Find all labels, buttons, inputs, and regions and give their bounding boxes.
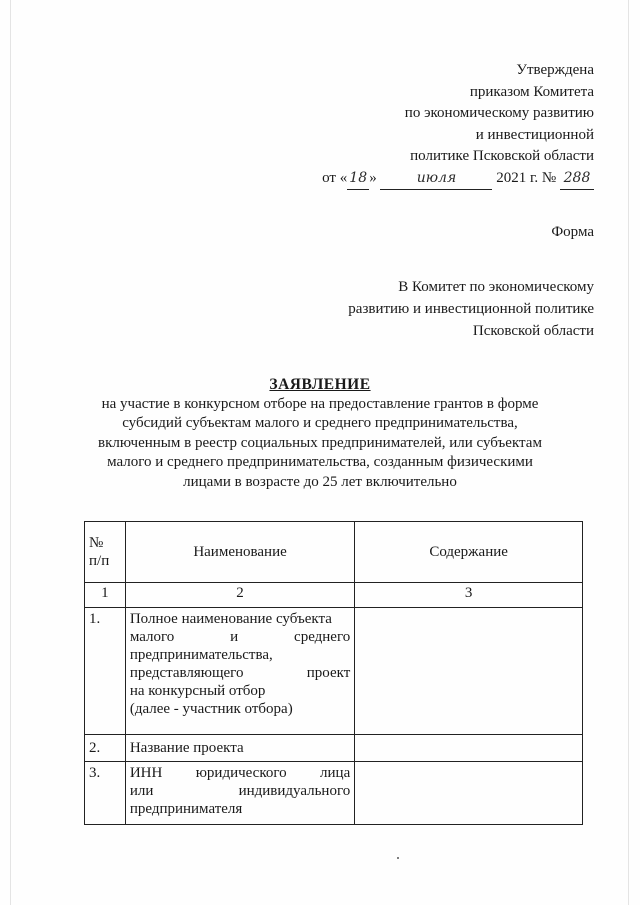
scan-edge-left (10, 0, 11, 905)
addressee-line: Псковской области (472, 323, 594, 339)
date-quote-close: » (369, 169, 377, 186)
row-name-line (130, 664, 350, 682)
word: индивидуального (238, 783, 351, 799)
approval-line: политике Псковской области (410, 148, 594, 164)
table-row (85, 762, 583, 825)
word: или (129, 783, 154, 799)
addressee-line: В Комитет по экономическому (398, 279, 594, 295)
row-name-line: на конкурсный отбор (129, 683, 266, 699)
word: проект (306, 665, 351, 681)
row-name-line: Полное наименование субъекта (129, 611, 332, 627)
addressee-line: развитию и инвестиционной политике (348, 301, 594, 317)
column-number-row (85, 583, 583, 608)
column-number: 3 (355, 583, 583, 608)
row-number: 1. (85, 608, 126, 735)
header-cell-name: Наименование (125, 522, 354, 583)
handwritten-month: июля (380, 168, 492, 191)
row-name (125, 762, 354, 825)
word: представляющего (129, 665, 244, 681)
subtitle-line: малого и среднего предпринимательства, созданным физическими (107, 454, 533, 470)
row-content[interactable] (355, 608, 583, 735)
table-row (85, 608, 583, 735)
row-name: Название проекта (125, 735, 354, 762)
row-name-line: предпринимательства, (129, 647, 273, 663)
row-name-line (130, 764, 350, 782)
approval-line: Утверждена (516, 62, 594, 78)
word: юридического (195, 765, 287, 781)
row-content[interactable] (355, 762, 583, 825)
row-name (125, 608, 354, 735)
row-content[interactable] (355, 735, 583, 762)
row-name-line (130, 782, 350, 800)
approval-date-line (322, 168, 594, 191)
approval-line: и инвестиционной (475, 126, 594, 143)
statement-heading (60, 375, 580, 492)
subtitle-line: лицами в возрасте до 25 лет включительно (183, 473, 457, 490)
document-title: ЗАЯВЛЕНИЕ (269, 376, 371, 393)
word: лица (320, 765, 351, 781)
subtitle-line: включенным в реестр социальных предпринимателей, или субъектам (98, 434, 542, 451)
approval-line: приказом Комитета (469, 83, 594, 100)
row-name-line: предпринимателя (129, 801, 243, 817)
scan-edge-right (628, 0, 629, 905)
header-cell-content: Содержание (355, 522, 583, 583)
word: ИНН (129, 765, 163, 781)
row-name-line: (далее - участник отбора) (129, 701, 293, 717)
addressee-block (348, 276, 594, 342)
table-row (85, 735, 583, 762)
approval-stamp (322, 60, 594, 190)
header-number-abbrev: п/п (89, 553, 110, 569)
handwritten-day: 18 (347, 168, 369, 191)
word: малого (129, 629, 175, 645)
date-prefix: от « (322, 169, 348, 186)
table-header-row (85, 522, 583, 583)
subtitle-line: на участие в конкурсном отборе на предоставление грантов в форме (101, 395, 539, 412)
header-cell-number (85, 522, 126, 583)
subtitle-line: субсидий субъектам малого и среднего предпринимательства, (122, 415, 518, 431)
word: и (230, 629, 239, 645)
row-number: 3. (85, 762, 126, 825)
scan-speck (397, 857, 399, 859)
handwritten-order-number: 288 (560, 168, 594, 191)
application-table (84, 521, 583, 825)
form-label: Форма (551, 224, 594, 240)
row-number: 2. (85, 735, 126, 762)
column-number: 2 (125, 583, 354, 608)
word: среднего (294, 629, 351, 645)
row-name-line (130, 628, 350, 646)
column-number: 1 (85, 583, 126, 608)
approval-line: по экономическому развитию (404, 105, 594, 121)
date-year: 2021 г. № (496, 169, 557, 186)
header-number-symbol: № (89, 535, 104, 551)
